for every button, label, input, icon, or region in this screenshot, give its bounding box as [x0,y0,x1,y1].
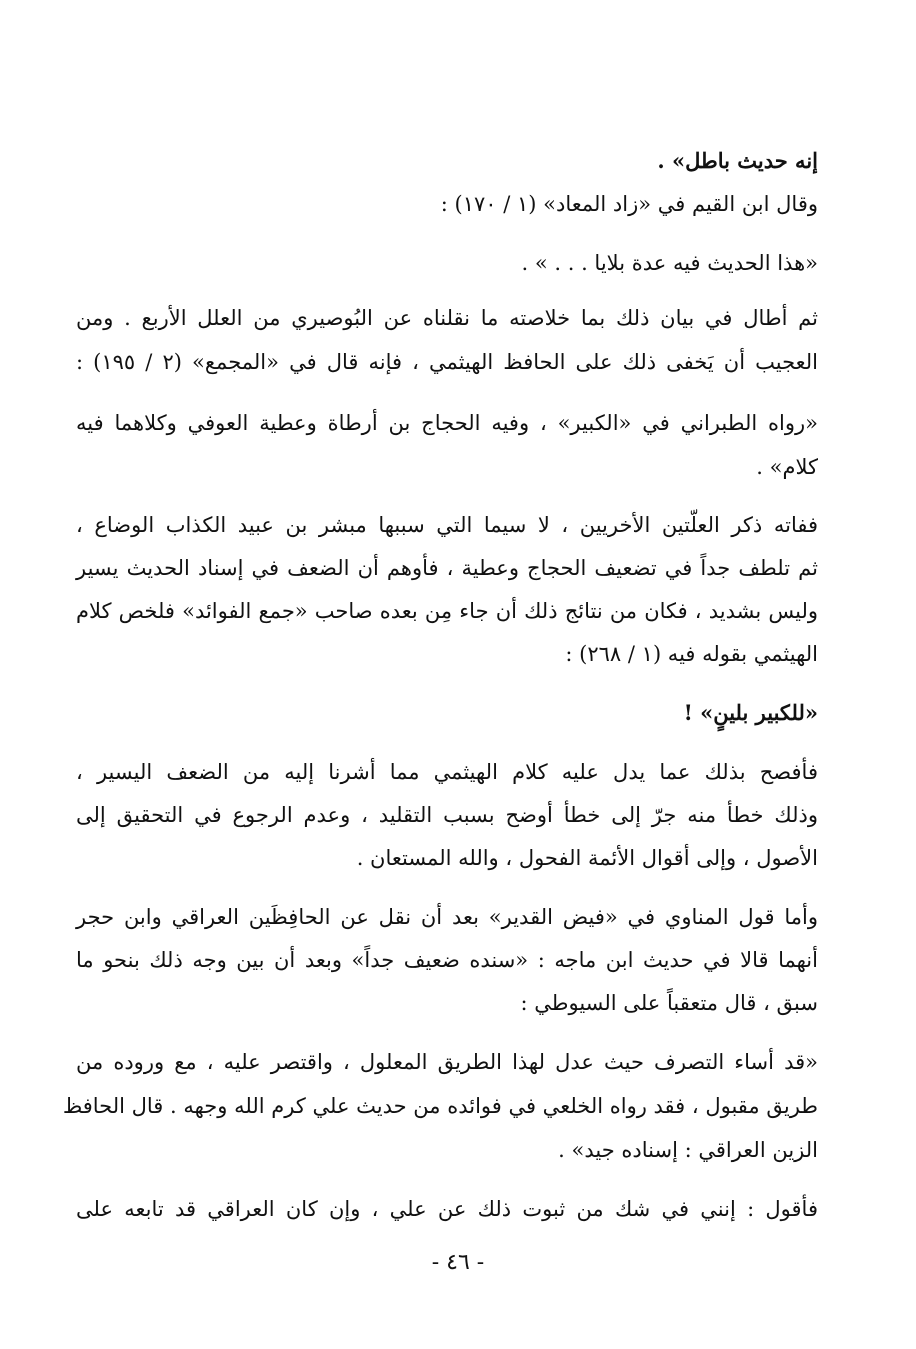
text-line: العجيب أن يَخفى ذلك على الحافظ الهيثمي ، فإنه قال في «المجمع» (٢ / ١٩٥) : [76,350,818,374]
text-line: الهيثمي بقوله فيه (١ / ٢٦٨) : [565,642,818,666]
page-number: - ٤٦ - [431,1250,485,1275]
text-line: أنهما قالا في حديث ابن ماجه : «سنده ضعيف جداً» وبعد أن بين وجه ذلك بنحو ما [76,948,818,972]
text-line: الأصول ، وإلى أقوال الأئمة الفحول ، والله المستعان . [356,846,818,870]
text-line: «رواه الطبراني في «الكبير» ، وفيه الحجاج بن أرطاة وعطية العوفي وكلاهما فيه [76,411,818,435]
text-line: فأقول : إنني في شك من ثبوت ذلك عن علي ، وإن كان العراقي قد تابعه على [76,1197,818,1221]
text-line: وقال ابن القيم في «زاد المعاد» (١ / ١٧٠) : [440,192,818,216]
text-line: وأما قول المناوي في «فيض القدير» بعد أن نقل عن الحافِظَين العراقي وابن حجر [76,905,818,929]
text-line: وليس بشديد ، فكان من نتائج ذلك أن جاء مِن بعده صاحب «جمع الفوائد» فلخص كلام [76,599,818,623]
text-line: «قد أساء التصرف حيث عدل لهذا الطريق المعلول ، واقتصر عليه ، مع وروده من [76,1050,818,1074]
text-line: ففاته ذكر العلّتين الأخريين ، لا سيما التي سببها مبشر بن عبيد الكذاب الوضاع ، [76,513,818,537]
text-line: وذلك خطأ منه جرّ إلى خطأ أوضح بسبب التقليد ، وعدم الرجوع في التحقيق إلى [76,803,818,827]
text-line: ثم تلطف جداً في تضعيف الحجاج وعطية ، فأوهم أن الضعف في إسناد الحديث يسير [76,556,818,580]
text-line: إنه حديث باطل» . [657,148,818,173]
text-line: ثم أطال في بيان ذلك بما خلاصته ما نقلناه عن البُوصيري من العلل الأربع . ومن [76,306,818,330]
text-line: «للكبير بلينٍ» ! [683,700,818,725]
text-line: فأفصح بذلك عما يدل عليه كلام الهيثمي مما أشرنا إليه من الضعف اليسير ، [76,760,818,784]
text-line: الزين العراقي : إسناده جيد» . [558,1138,818,1162]
text-line: «هذا الحديث فيه عدة بلايا . . . » . [521,251,818,275]
text-line: سبق ، قال متعقباً على السيوطي : [520,991,818,1015]
text-line: طريق مقبول ، فقد رواه الخلعي في فوائده من حديث علي كرم الله وجهه . قال الحافظ [62,1094,818,1118]
text-line: كلام» . [756,455,818,479]
